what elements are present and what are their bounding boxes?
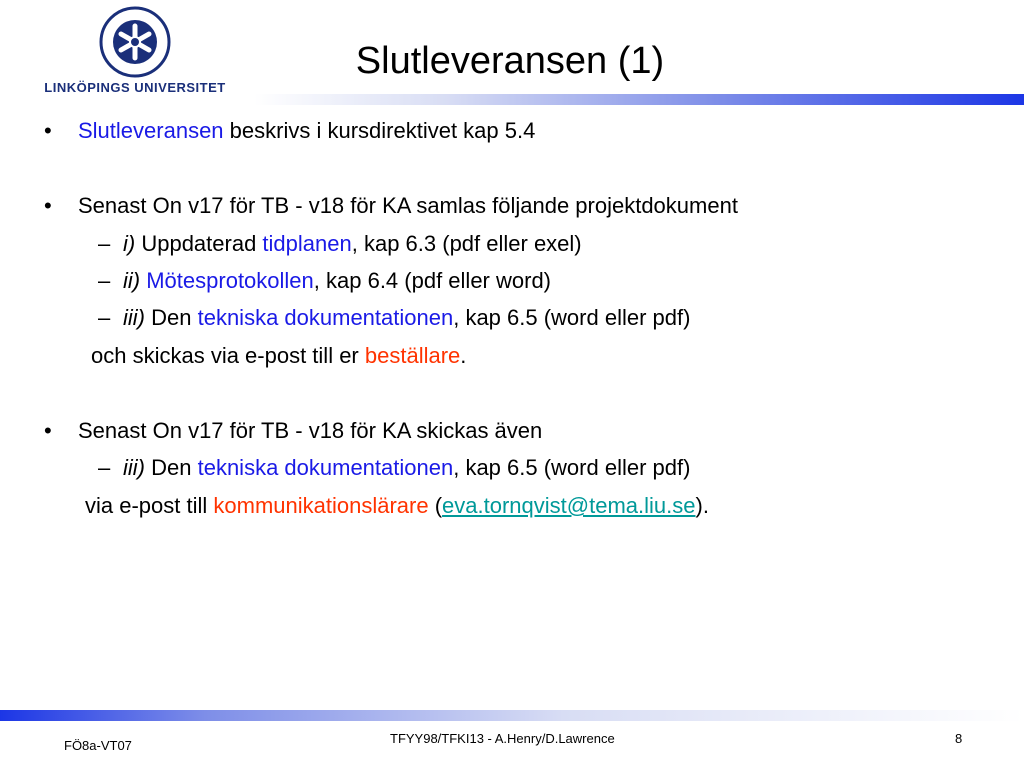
bullet-line-1	[78, 118, 535, 144]
bullet-marker: •	[44, 118, 52, 143]
email-link[interactable]: eva.tornqvist@tema.liu.se	[442, 493, 696, 518]
logo-name: LINKÖPINGS UNIVERSITET	[44, 80, 226, 95]
text: via e-post till	[85, 493, 214, 518]
text: ).	[695, 493, 709, 518]
item-number: i)	[123, 231, 136, 256]
slide-number: 8	[955, 731, 963, 746]
highlight-slutleveransen: Slutleveransen	[78, 118, 224, 143]
highlight-bestallare: beställare	[364, 343, 461, 368]
bullet-line-2: Senast On v17 för TB - v18 för KA samlas följande projektdokument	[78, 193, 738, 218]
slide-title: Slutleveransen (1)	[355, 40, 665, 82]
footer-course-label: TFYY98/TFKI13 - A.Henry/D.Lawrence	[390, 731, 615, 746]
dash-marker: –	[98, 268, 111, 293]
dash-marker: –	[98, 305, 111, 330]
sub-item-2	[123, 268, 551, 294]
continuation-line-2	[85, 493, 709, 519]
text: Den	[145, 455, 198, 480]
text: , kap 6.4 (pdf eller word)	[313, 268, 552, 293]
text: och skickas via e-post till er	[91, 343, 365, 368]
highlight-tekniska-dokumentationen: tekniska dokumentationen	[197, 455, 454, 480]
sub-item-1	[123, 231, 582, 257]
sub-item-4	[123, 455, 690, 481]
bullet-marker: •	[44, 193, 52, 218]
text: (	[428, 493, 443, 518]
text: , kap 6.3 (pdf eller exel)	[351, 231, 582, 256]
highlight-tidplanen: tidplanen	[262, 231, 352, 256]
item-number: ii)	[123, 268, 141, 293]
text: beskrivs i kursdirektivet kap 5.4	[223, 118, 536, 143]
text: .	[460, 343, 467, 368]
continuation-line-1	[91, 343, 466, 369]
highlight-motesprotokollen: Mötesprotokollen	[146, 268, 314, 293]
dash-marker: –	[98, 231, 111, 256]
text: , kap 6.5 (word eller pdf)	[453, 305, 691, 330]
bullet-marker: •	[44, 418, 52, 443]
text: , kap 6.5 (word eller pdf)	[453, 455, 691, 480]
highlight-tekniska-dokumentationen: tekniska dokumentationen	[197, 305, 454, 330]
highlight-kommunikationslarare: kommunikationslärare	[213, 493, 429, 518]
footer-left-label: FÖ8a-VT07	[64, 738, 132, 753]
item-number: iii)	[123, 455, 145, 480]
text: Den	[145, 305, 198, 330]
sub-item-3	[123, 305, 690, 331]
bullet-line-3: Senast On v17 för TB - v18 för KA skickas även	[78, 418, 543, 443]
footer-gradient-bar	[0, 710, 1024, 721]
item-number: iii)	[123, 305, 145, 330]
dash-marker: –	[98, 455, 111, 480]
text: Uppdaterad	[135, 231, 263, 256]
